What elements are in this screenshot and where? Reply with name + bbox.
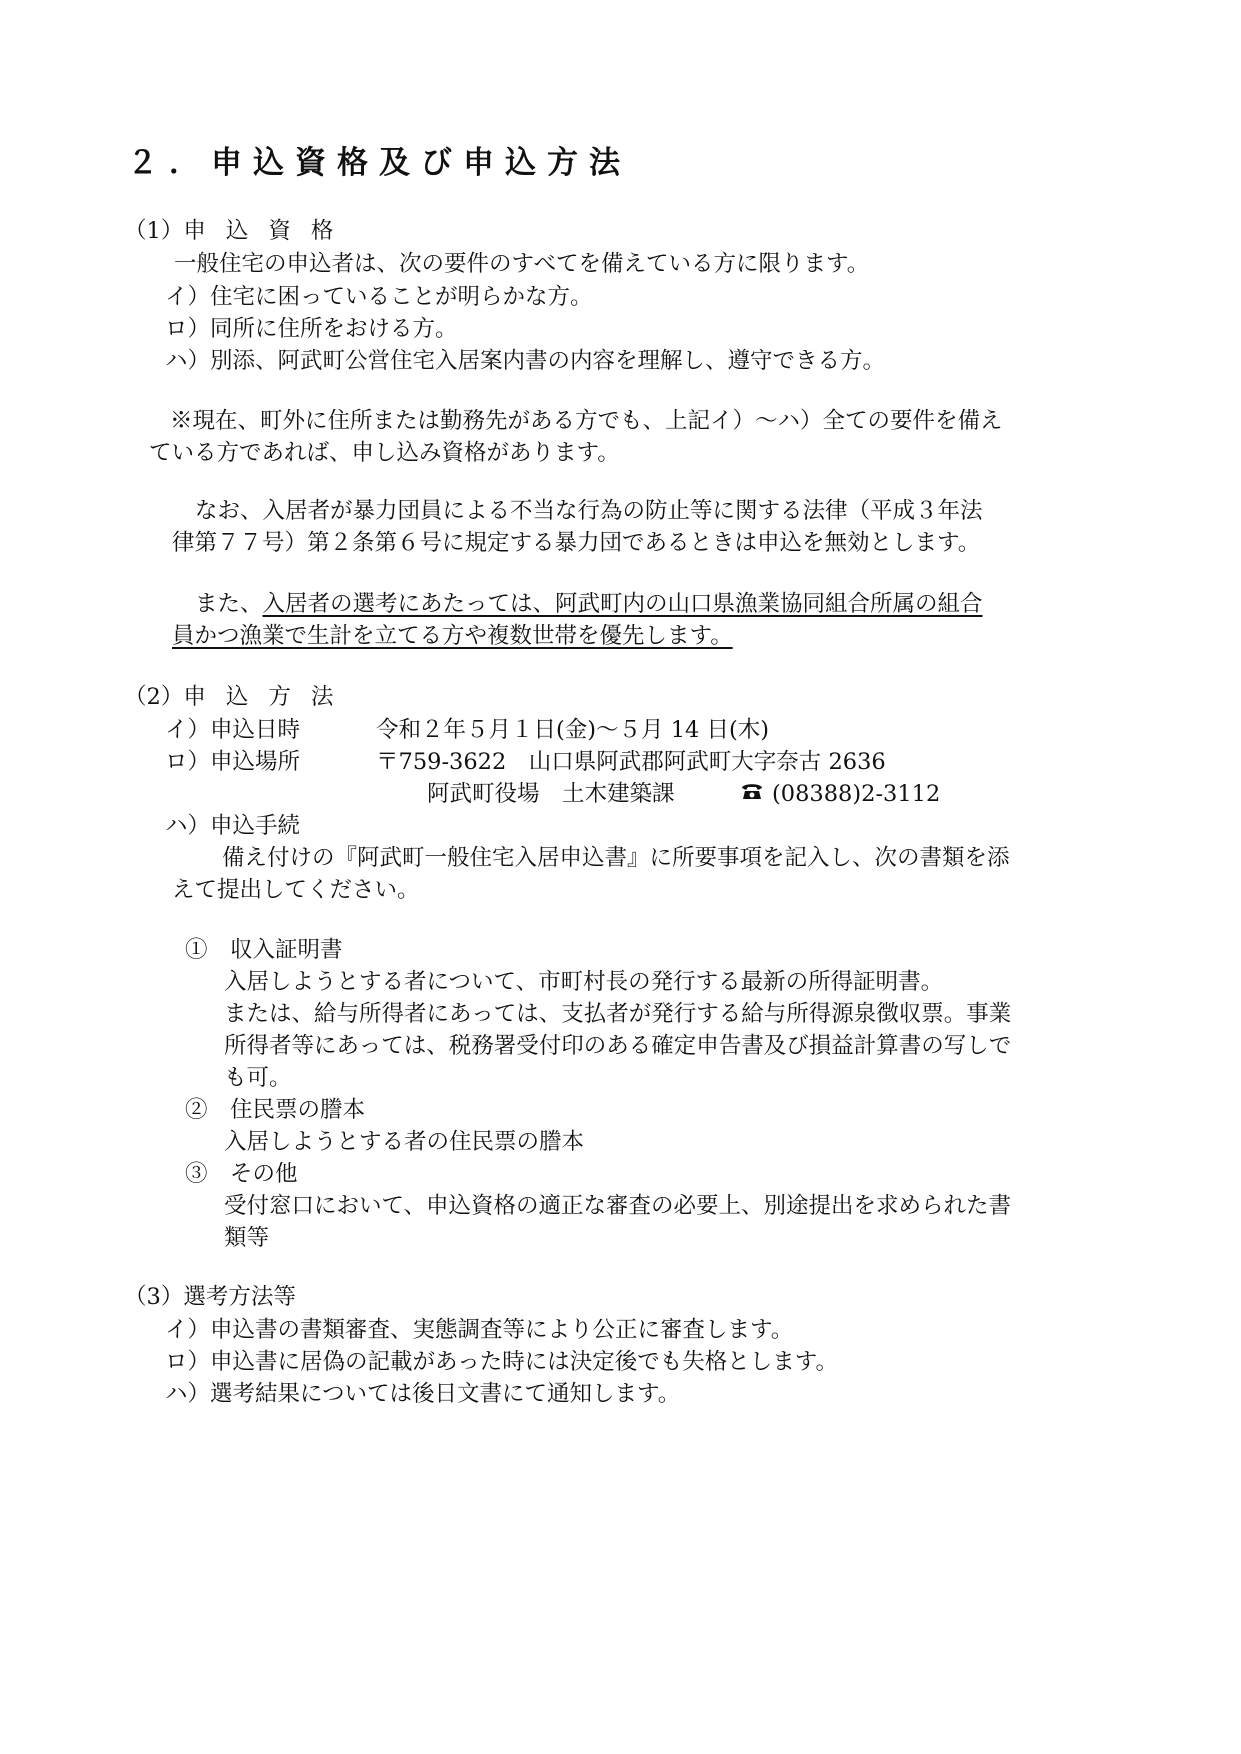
s1-heading — [124, 216, 353, 246]
s2-office: 阿武町役場 土木建築課 — [427, 781, 675, 807]
s2-doc1-line2: または、給与所得者にあっては、支払者が発行する給与所得源泉徴収票。事業 — [224, 1001, 1012, 1027]
s2-doc3-line2: 類等 — [224, 1225, 270, 1251]
s3-item-ha: ハ）選考結果については後日文書にて通知します。 — [165, 1381, 681, 1407]
s2-heading — [124, 682, 353, 712]
s1-para3-underlined-2: 員かつ漁業で生計を立てる方や複数世帯を優先します。 — [172, 623, 733, 649]
s2-doc2-line1: 入居しようとする者の住民票の謄本 — [224, 1129, 585, 1155]
s2-doc2-title: ② 住民票の謄本 — [185, 1097, 366, 1123]
s3-item-i: イ）申込書の書類審査、実態調査等により公正に審査します。 — [165, 1317, 794, 1343]
s2-doc1-line1: 入居しようとする者について、市町村長の発行する最新の所得証明書。 — [224, 969, 944, 995]
s1-item-i: イ）住宅に困っていることが明らかな方。 — [165, 284, 593, 310]
s2-doc3-line1: 受付窓口において、申込資格の適正な審査の必要上、別途提出を求められた書 — [224, 1193, 1012, 1219]
s2-tel-number: (08388)2-3112 — [772, 781, 941, 807]
s2-heading-num: （2） — [124, 684, 184, 710]
s1-para2-line2: 律第７７号）第２条第６号に規定する暴力団であるときは申込を無効とします。 — [172, 530, 981, 556]
s2-proc-label: ハ）申込手続 — [165, 813, 301, 839]
s2-proc-line1: 備え付けの『阿武町一般住宅入居申込書』に所要事項を記入し、次の書類を添 — [222, 845, 1010, 871]
s1-item-ha: ハ）別添、阿武町公営住宅入居案内書の内容を理解し、遵守できる方。 — [165, 348, 886, 374]
s1-heading-text: 申込資格 — [183, 218, 354, 244]
s1-note-line2: ている方であれば、申し込み資格があります。 — [149, 440, 620, 466]
s2-place-value: 〒759-3622 山口県阿武郡阿武町大字奈古 2636 — [376, 749, 886, 775]
s1-para3-line2 — [172, 621, 733, 651]
s1-para3-line1 — [195, 589, 983, 619]
s1-para3-underlined-1: 入居者の選考にあたっては、阿武町内の山口県漁業協同組合所属の組合 — [262, 591, 983, 617]
s3-heading: （3）選考方法等 — [124, 1284, 296, 1310]
s3-item-ro: ロ）申込書に居偽の記載があった時には決定後でも失格とします。 — [165, 1349, 838, 1375]
s2-doc1-title: ① 収入証明書 — [185, 937, 343, 963]
s1-item-ro: ロ）同所に住所をおける方。 — [165, 316, 458, 342]
s1-intro: 一般住宅の申込者は、次の要件のすべてを備えている方に限ります。 — [174, 251, 870, 277]
s2-doc1-line3: 所得者等にあっては、税務署受付印のある確定申告書及び損益計算書の写しで — [224, 1033, 1012, 1059]
telephone-icon — [740, 779, 764, 809]
s2-doc1-line4: も可。 — [224, 1065, 292, 1091]
s2-place-label: ロ）申込場所 — [165, 749, 301, 775]
s2-date-label: イ）申込日時 — [165, 717, 301, 743]
s2-doc3-title: ③ その他 — [185, 1161, 298, 1187]
s2-tel — [740, 779, 940, 809]
s1-heading-num: （1） — [124, 218, 184, 244]
s1-para3-prefix: また、 — [195, 591, 263, 617]
s1-note-line1: ※現在、町外に住所または勤務先がある方でも、上記イ）～ハ）全ての要件を備え — [170, 408, 1003, 434]
s2-date-value: 令和２年５月１日(金)～５月 14 日(木) — [376, 717, 770, 743]
s2-proc-line2: えて提出してください。 — [172, 877, 420, 903]
s2-heading-text: 申込方法 — [183, 684, 354, 710]
section-title: ２．申込資格及び申込方法 — [127, 145, 631, 181]
s1-para2-line1: なお、入居者が暴力団員による不当な行為の防止等に関する法律（平成３年法 — [195, 498, 983, 524]
